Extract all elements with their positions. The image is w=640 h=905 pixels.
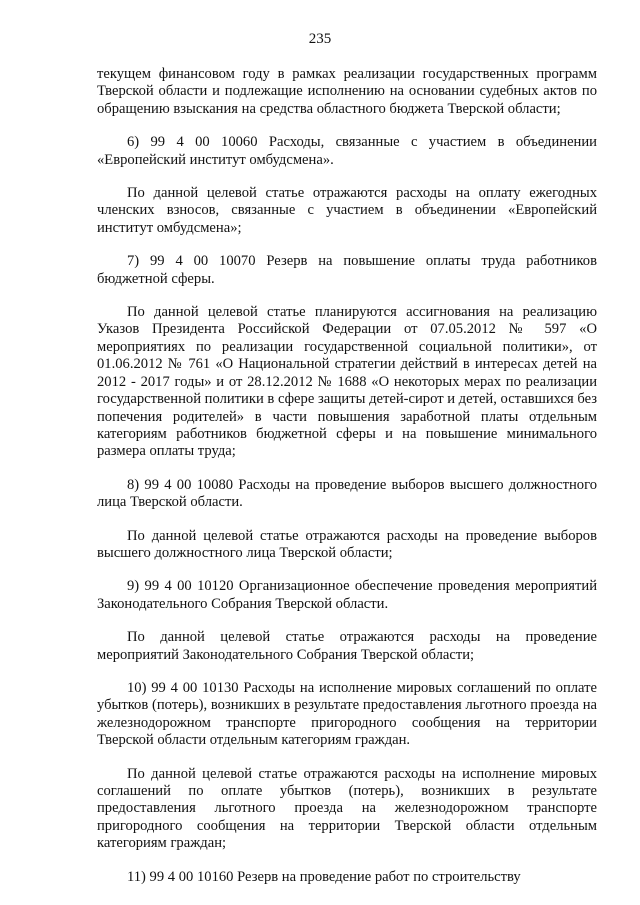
paragraph-item-6: 6) 99 4 00 10060 Расходы, связанные с участием в объединении «Европейский институт омбудсмена». xyxy=(97,134,597,168)
paragraph-item-8: 8) 99 4 00 10080 Расходы на проведение выборов высшего должностного лица Тверской области. xyxy=(97,476,597,511)
paragraph-item-11: 11) 99 4 00 10160 Резерв на проведение работ по строительству xyxy=(127,868,521,885)
page-number: 235 xyxy=(308,31,332,47)
paragraph-item-8-description: По данной целевой статье отражаются расходы на проведение выборов высшего должностного лица Тверской области; xyxy=(97,527,597,561)
paragraph-item-6-description: По данной целевой статье отражаются расходы на оплату ежегодных членских взносов, связанные с участием в объединении «Европейский институт омбудсмена»; xyxy=(97,185,597,236)
paragraph-item-10: 10) 99 4 00 10130 Расходы на исполнение мировых соглашений по оплате убытков (потерь), возникших в результате предоставления льготного проезда на железнодорожном транспорте пригородного сообщения на территории Тверской области отдельным категориям граждан. xyxy=(97,679,597,749)
paragraph-item-9: 9) 99 4 00 10120 Организационное обеспечение проведения мероприятий Законодательного Собрания Тверской области. xyxy=(97,578,597,612)
paragraph-item-7: 7) 99 4 00 10070 Резерв на повышение оплаты труда работников бюджетной сферы. xyxy=(97,253,597,287)
paragraph-item-9-description: По данной целевой статье отражаются расходы на проведение мероприятий Законодательного Собрания Тверской области; xyxy=(97,629,597,663)
paragraph-continuation: текущем финансовом году в рамках реализации государственных программ Тверской области и подлежащие исполнению на основании судебных актов по обращению взыскания на средства областного бюджета Тверской области; xyxy=(97,66,597,117)
document-body xyxy=(97,66,597,886)
paragraph-item-7-description: По данной целевой статье планируются ассигнования на реализацию Указов Президента Российской Федерации от 07.05.2012 № 597 «О мероприятиях по реализации государственной социальной политики», от 01.06.2012 № 761 «О Национальной стратегии действий в интересах детей на 2012 - 2017 годы» и от 28.12.2012 № 1688 «О некоторых мерах по реализации государственной политики в сфере защиты детей-сирот и детей, оставшихся без попечения родителей» в части повышения заработной платы отдельным категориям работников бюджетной сферы и на повышение минимального размера оплаты труда; xyxy=(97,304,598,460)
paragraph-item-10-description: По данной целевой статье отражаются расходы на исполнение мировых соглашений по оплате убытков (потерь), возникших в результате предоставления льготного проезда на железнодорожном транспорте пригородного сообщения на территории Тверской области отдельным категориям граждан; xyxy=(97,765,597,852)
